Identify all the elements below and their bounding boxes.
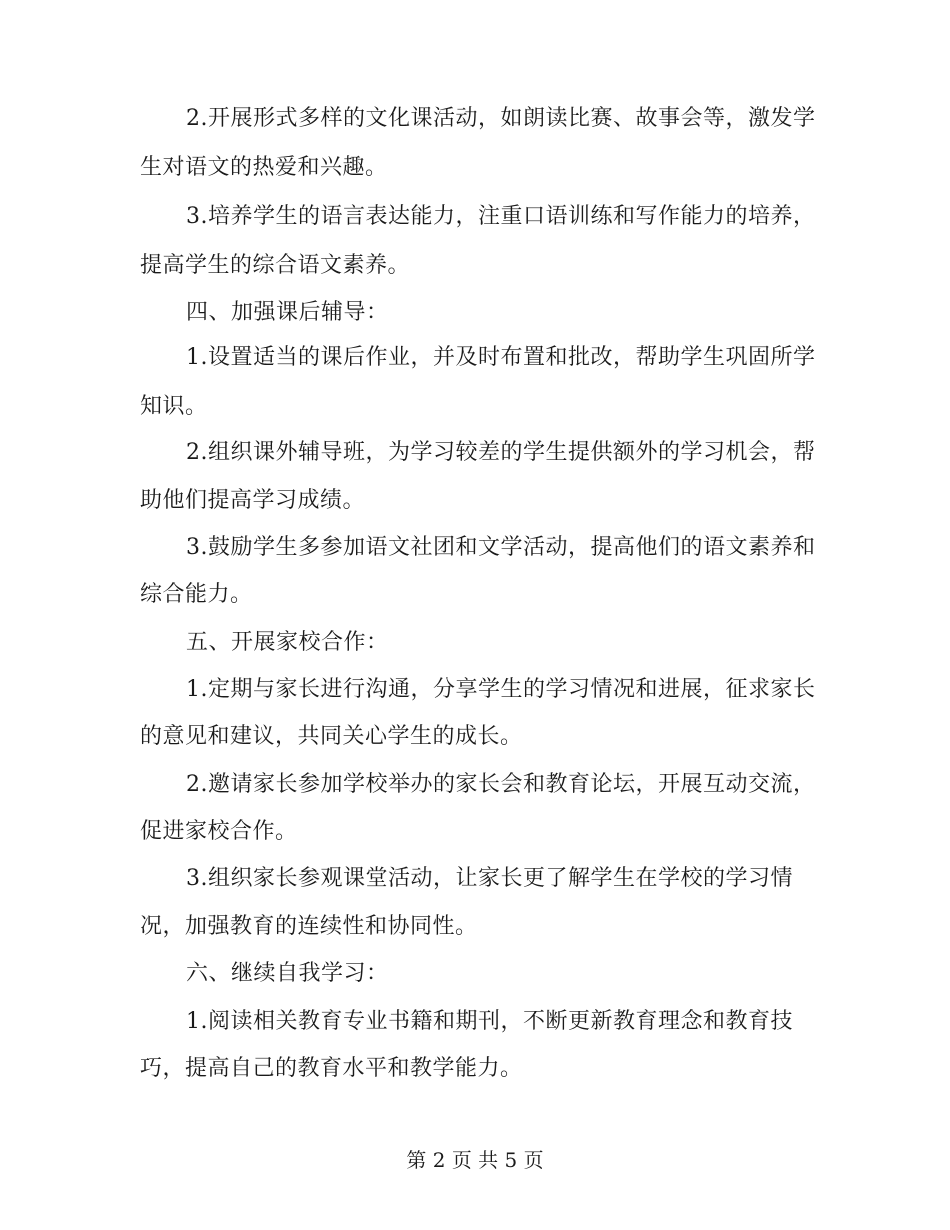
text-line: 提高学生的综合语文素养。 <box>140 253 411 278</box>
text-line: 助他们提高学习成绩。 <box>140 488 366 513</box>
text-line: 的意见和建议，共同关心学生的成长。 <box>140 724 523 749</box>
text-line: 1.设置适当的课后作业，并及时布置和批改，帮助学生巩固所学 <box>186 345 816 370</box>
text-line: 2.开展形式多样的文化课活动，如朗读比赛、故事会等，激发学 <box>186 106 816 131</box>
text-line: 巧，提高自己的教育水平和教学能力。 <box>140 1056 523 1081</box>
text-line: 1.阅读相关教育专业书籍和期刊，不断更新教育理念和教育技 <box>186 1009 793 1034</box>
text-line: 促进家校合作。 <box>140 819 298 844</box>
text-line: 3.组织家长参观课堂活动，让家长更了解学生在学校的学习情 <box>186 866 793 891</box>
text-line: 知识。 <box>140 394 208 419</box>
text-line: 综合能力。 <box>140 582 253 607</box>
text-line: 3.培养学生的语言表达能力，注重口语训练和写作能力的培养， <box>186 204 816 229</box>
text-line: 3.鼓励学生多参加语文社团和文学活动，提高他们的语文素养和 <box>186 535 816 560</box>
text-line: 2.组织课外辅导班，为学习较差的学生提供额外的学习机会，帮 <box>186 440 816 465</box>
section-heading: 四、加强课后辅导： <box>186 300 389 325</box>
text-line: 2.邀请家长参加学校举办的家长会和教育论坛，开展互动交流， <box>186 772 816 797</box>
text-line: 况，加强教育的连续性和协同性。 <box>140 914 478 939</box>
section-heading: 六、继续自我学习： <box>186 961 389 986</box>
section-heading: 五、开展家校合作： <box>186 630 389 655</box>
text-line: 1.定期与家长进行沟通，分享学生的学习情况和进展，征求家长 <box>186 677 816 702</box>
text-line: 生对语文的热爱和兴趣。 <box>140 155 388 180</box>
page-number-footer: 第 2 页 共 5 页 <box>406 1148 544 1172</box>
